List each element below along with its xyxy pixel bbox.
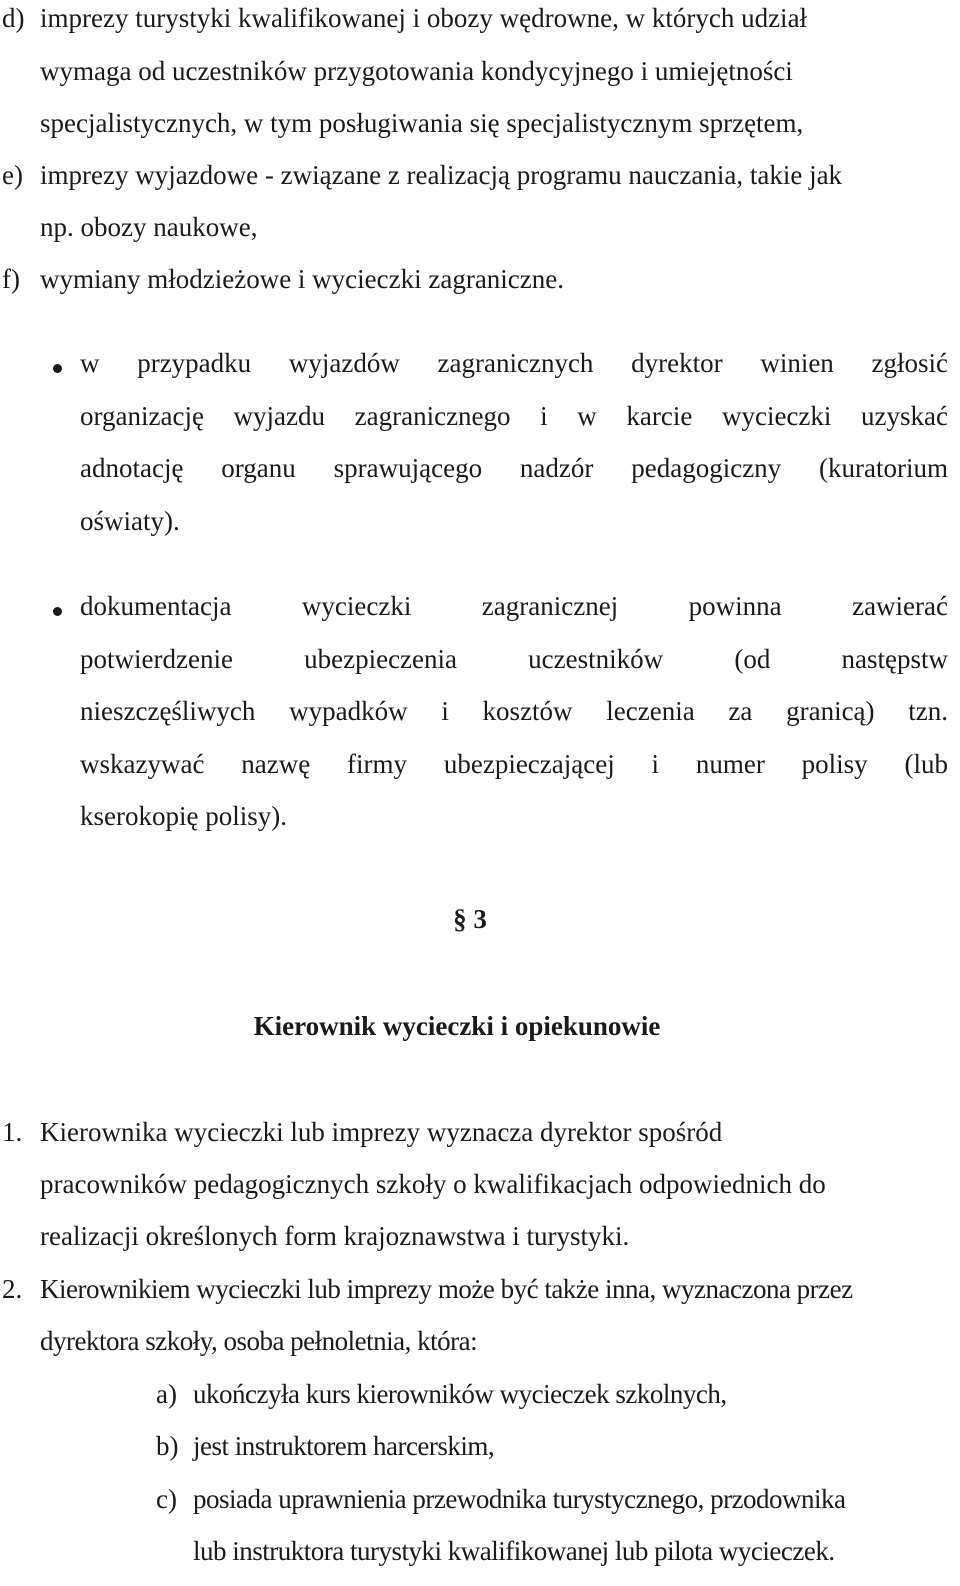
numbered-item-1-line-3: realizacji określonych form krajoznawstwa i turystyki. xyxy=(40,1221,630,1251)
sub-item-c-marker: c) xyxy=(156,1484,177,1514)
bullet-1-line-1: w przypadku wyjazdów zagranicznych dyrektor winien zgłosić xyxy=(80,348,948,378)
bullet-dot-1 xyxy=(53,364,62,373)
sub-item-b-marker: b) xyxy=(156,1431,179,1461)
section-heading xyxy=(0,906,940,933)
item-e-marker: e) xyxy=(2,160,23,190)
item-d-marker: d) xyxy=(2,3,25,33)
section-title: Kierownik wycieczki i opiekunowie xyxy=(253,1011,661,1041)
item-f-line-1: wymiany młodzieżowe i wycieczki zagraniczne. xyxy=(40,264,565,294)
sub-item-b-line-1: jest instruktorem harcerskim, xyxy=(193,1431,495,1461)
bullet-2-line-1: dokumentacja wycieczki zagranicznej powinna zawierać xyxy=(80,591,948,621)
section-number: 3 xyxy=(473,904,487,934)
numbered-item-1-line-1: Kierownika wycieczki lub imprezy wyznacza dyrektor spośród xyxy=(40,1117,723,1147)
bullet-2-line-3: nieszczęśliwych wypadków i kosztów leczenia za granicą) tzn. xyxy=(80,696,948,726)
bullet-1-line-3: adnotację organu sprawującego nadzór pedagogiczny (kuratorium xyxy=(80,453,948,483)
item-e-line-2: np. obozy naukowe, xyxy=(40,212,258,242)
numbered-item-1-line-2: pracowników pedagogicznych szkoły o kwalifikacjach odpowiednich do xyxy=(40,1169,826,1199)
section-symbol: § xyxy=(453,904,467,934)
numbered-item-1-marker: 1. xyxy=(2,1117,23,1147)
bullet-1-line-2: organizację wyjazdu zagranicznego i w karcie wycieczki uzyskać xyxy=(80,401,948,431)
numbered-item-2-marker: 2. xyxy=(2,1274,23,1304)
bullet-dot-2 xyxy=(53,607,62,616)
item-d-line-2: wymaga od uczestników przygotowania kondycyjnego i umiejętności xyxy=(40,56,793,86)
sub-item-c-line-1: posiada uprawnienia przewodnika turystycznego, przodownika xyxy=(193,1484,846,1514)
sub-item-a-line-1: ukończyła kurs kierowników wycieczek szkolnych, xyxy=(193,1379,727,1409)
item-e-line-1: imprezy wyjazdowe - związane z realizacją programu nauczania, takie jak xyxy=(40,160,843,190)
numbered-item-2-line-1: Kierownikiem wycieczki lub imprezy może być także inna, wyznaczona przez xyxy=(40,1274,853,1304)
item-f-marker: f) xyxy=(2,264,20,294)
item-d-line-3: specjalistycznych, w tym posługiwania się specjalistycznym sprzętem, xyxy=(40,108,804,138)
item-d-line-1: imprezy turystyki kwalifikowanej i obozy wędrowne, w których udział xyxy=(40,3,808,33)
sub-item-a-marker: a) xyxy=(156,1379,177,1409)
bullet-2-line-2: potwierdzenie ubezpieczenia uczestników (od następstw xyxy=(80,644,948,674)
bullet-2-line-5: kserokopię polisy). xyxy=(80,801,287,831)
bullet-2-line-4: wskazywać nazwę firmy ubezpieczającej i numer polisy (lub xyxy=(80,749,948,779)
bullet-1-line-4: oświaty). xyxy=(80,506,180,536)
sub-item-c-line-2: lub instruktora turystyki kwalifikowanej lub pilota wycieczek. xyxy=(193,1536,835,1566)
numbered-item-2-line-2: dyrektora szkoły, osoba pełnoletnia, która: xyxy=(40,1326,478,1356)
